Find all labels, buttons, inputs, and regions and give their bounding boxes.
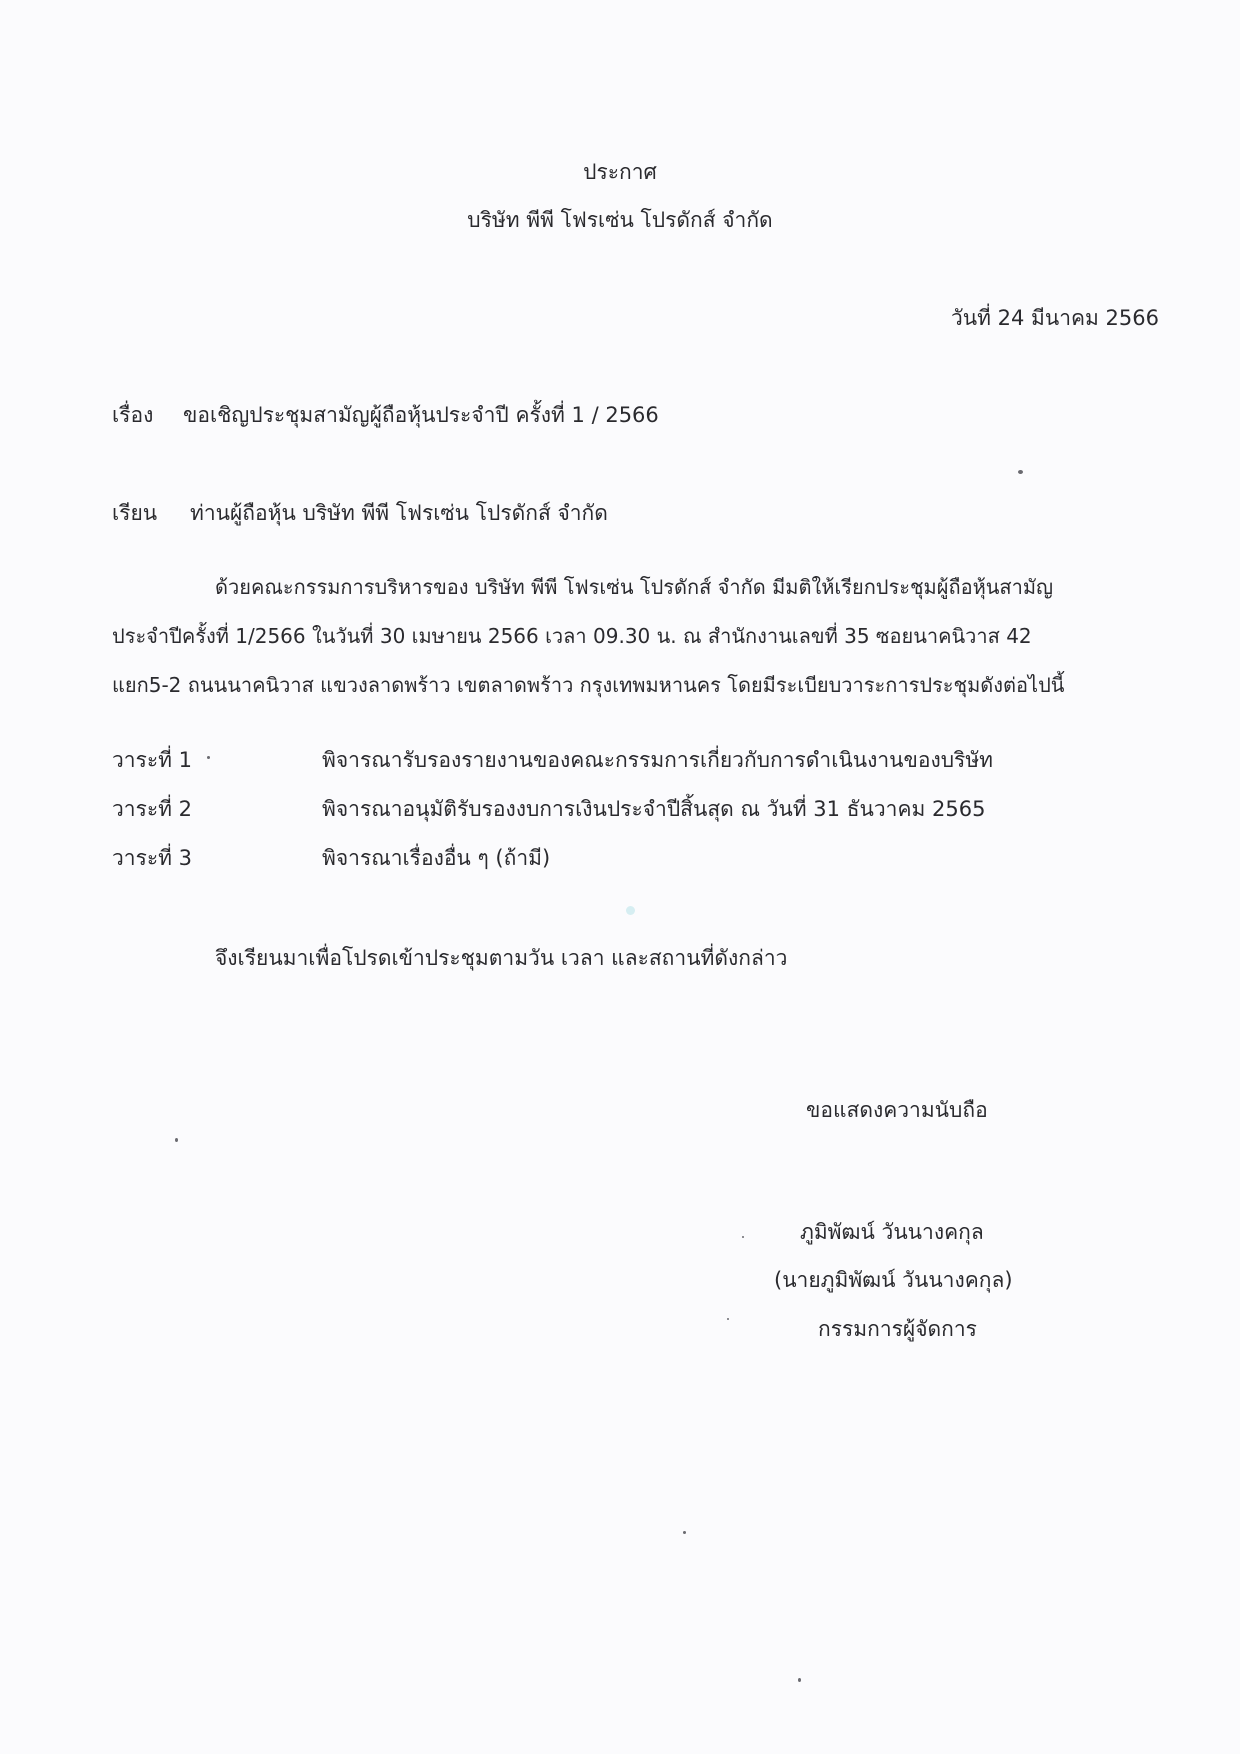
scan-speck bbox=[742, 1236, 744, 1238]
company-name: บริษัท พีพี โฟรเซ่น โปรดักส์ จำกัด bbox=[467, 208, 773, 232]
agenda-item-1: พิจารณารับรองรายงานของคณะกรรมการเกี่ยวกับการดำเนินงานของบริษัท bbox=[322, 748, 994, 772]
scan-speck bbox=[1018, 470, 1023, 474]
document-date: วันที่ 24 มีนาคม 2566 bbox=[950, 306, 1159, 330]
subject-label: เรื่อง bbox=[112, 403, 154, 427]
addressee-label: เรียน bbox=[112, 501, 158, 525]
scan-speck bbox=[683, 1531, 686, 1534]
scan-speck bbox=[175, 1138, 178, 1142]
agenda-label-1: วาระที่ 1 bbox=[112, 748, 193, 772]
document-title: ประกาศ bbox=[583, 160, 657, 184]
body-line-1: ด้วยคณะกรรมการบริหารของ บริษัท พีพี โฟรเซ่น โปรดักส์ จำกัด มีมติให้เรียกประชุมผู้ถือหุ้นสามัญ bbox=[215, 575, 1054, 599]
subject-text: ขอเชิญประชุมสามัญผู้ถือหุ้นประจำปี ครั้งที่ 1 / 2566 bbox=[183, 403, 659, 427]
body-line-3: แยก5-2 ถนนนาคนิวาส แขวงลาดพร้าว เขตลาดพร้าว กรุงเทพมหานคร โดยมีระเบียบวาระการประชุมดังต่อไปนี้ bbox=[112, 673, 1065, 697]
scan-speck bbox=[207, 756, 210, 759]
closing-sentence: จึงเรียนมาเพื่อโปรดเข้าประชุมตามวัน เวลา และสถานที่ดังกล่าว bbox=[215, 946, 788, 970]
agenda-label-2: วาระที่ 2 bbox=[112, 797, 193, 821]
agenda-item-3: พิจารณาเรื่องอื่น ๆ (ถ้ามี) bbox=[322, 846, 551, 870]
agenda-label-3: วาระที่ 3 bbox=[112, 846, 193, 870]
signer-signed-name: ภูมิพัฒน์ วันนางคกุล bbox=[800, 1220, 984, 1244]
scan-speck bbox=[727, 1318, 729, 1320]
body-line-2: ประจำปีครั้งที่ 1/2566 ในวันที่ 30 เมษายน 2566 เวลา 09.30 น. ณ สำนักงานเลขที่ 35 ซอยนาคนิวาส 42 bbox=[112, 624, 1032, 648]
regards-text: ขอแสดงความนับถือ bbox=[806, 1098, 988, 1122]
addressee-text: ท่านผู้ถือหุ้น บริษัท พีพี โฟรเซ่น โปรดักส์ จำกัด bbox=[190, 501, 608, 525]
scan-speck bbox=[626, 906, 635, 915]
signer-position: กรรมการผู้จัดการ bbox=[818, 1317, 977, 1341]
scan-speck bbox=[798, 1678, 801, 1682]
agenda-item-2: พิจารณาอนุมัติรับรองงบการเงินประจำปีสิ้นสุด ณ วันที่ 31 ธันวาคม 2565 bbox=[322, 797, 986, 821]
signer-printed-name: (นายภูมิพัฒน์ วันนางคกุล) bbox=[774, 1268, 1013, 1292]
